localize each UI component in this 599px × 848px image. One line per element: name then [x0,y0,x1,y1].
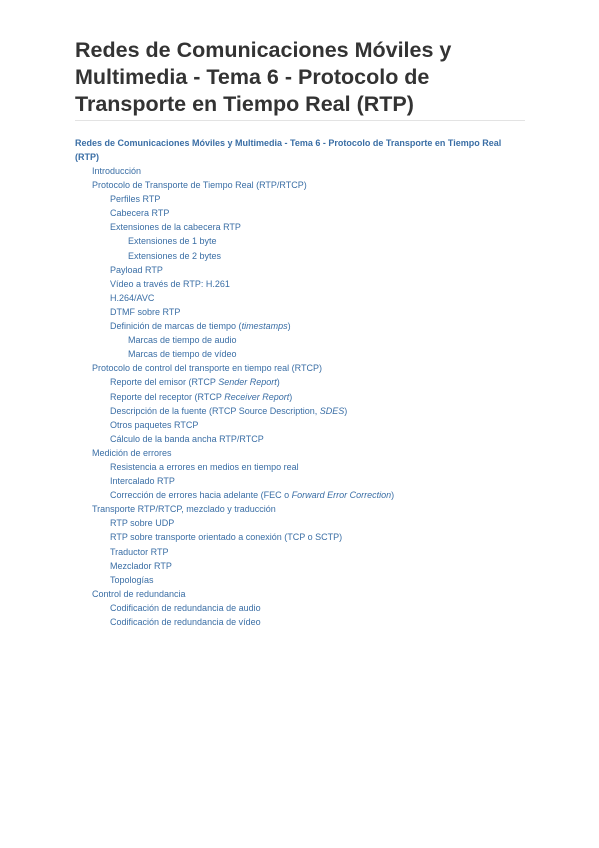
toc-item-suffix: ) [289,391,293,402]
toc-item-label: Protocolo de control del transporte en tiempo real (RTCP) [92,363,322,374]
toc-item[interactable] [75,545,525,559]
toc-item-label: Descripción de la fuente (RTCP Source Description, [110,405,320,416]
toc-item[interactable] [75,220,525,234]
toc-item-suffix: ) [344,405,348,416]
toc-item-label: Extensiones de 2 bytes [128,250,222,261]
toc-item[interactable] [75,178,525,192]
toc-item-suffix: ) [276,377,280,388]
toc-item-label: Reporte del receptor (RTCP [110,391,225,402]
toc-item[interactable] [75,474,525,488]
toc-item-label: Traductor RTP [110,546,169,557]
toc-item-label: Perfiles RTP [110,194,161,205]
toc-item-label: Resistencia a errores en medios en tiempo real [110,461,299,472]
toc-item-label: Medición de errores [92,447,172,458]
toc-item-label: RTP sobre UDP [110,518,175,529]
toc-item-label: DTMF sobre RTP [110,306,181,317]
toc-item-label: Topologías [110,574,154,585]
toc-item[interactable] [75,573,525,587]
toc-item-emphasis: Forward Error Correction [291,490,392,501]
toc-item[interactable] [75,404,525,418]
toc-item[interactable] [75,502,525,516]
toc-item-label: Control de redundancia [92,588,186,599]
toc-item-label: Cabecera RTP [110,208,170,219]
toc-item[interactable] [75,164,525,178]
toc-item-emphasis: SDES [319,405,345,416]
toc-item[interactable] [75,192,525,206]
toc-item-label: Cálculo de la banda ancha RTP/RTCP [110,433,264,444]
toc-item[interactable] [75,249,525,263]
toc-item[interactable] [75,446,525,460]
toc-item-label: H.264/AVC [110,292,155,303]
toc-item[interactable] [75,347,525,361]
toc-item[interactable] [75,601,525,615]
toc-item[interactable] [75,277,525,291]
toc-item-label: Codificación de redundancia de audio [110,602,261,613]
toc-item[interactable] [75,615,525,629]
toc-item[interactable] [75,361,525,375]
toc-item[interactable] [75,234,525,248]
toc-item-label: Vídeo a través de RTP: H.261 [110,278,230,289]
toc-item-label: Codificación de redundancia de vídeo [110,617,261,627]
toc-item-label: Protocolo de Transporte de Tiempo Real (RTP/RTCP) [92,180,307,191]
toc-item[interactable] [75,263,525,277]
toc-item[interactable] [75,291,525,305]
toc-item-label: Reporte del emisor (RTCP [110,377,219,388]
toc-item[interactable] [75,488,525,502]
toc-item-label: Introducción [92,166,142,176]
toc-item[interactable] [75,333,525,347]
toc-item-label: Extensiones de la cabecera RTP [110,222,241,233]
toc-item[interactable] [75,460,525,474]
toc-item[interactable] [75,375,525,389]
title-divider [75,120,525,121]
toc-item[interactable] [75,418,525,432]
toc-item[interactable] [75,530,525,544]
toc-item-suffix: ) [391,490,395,501]
toc-item[interactable] [75,587,525,601]
toc-item-label: Extensiones de 1 byte [128,236,217,247]
toc-item-label: Mezclador RTP [110,560,172,571]
toc-item-label: Corrección de errores hacia adelante (FEC o [110,490,292,501]
toc-item-emphasis: timestamps [241,321,288,332]
toc-item-label: Payload RTP [110,264,163,275]
toc-item[interactable] [75,559,525,573]
toc-item[interactable] [75,390,525,404]
table-of-contents [75,136,525,629]
toc-item[interactable] [75,319,525,333]
toc-item-label: RTP sobre transporte orientado a conexión (TCP o SCTP) [110,532,343,543]
toc-list [75,164,525,629]
toc-item-label: Definición de marcas de tiempo ( [110,321,242,332]
toc-item[interactable] [75,432,525,446]
toc-item[interactable] [75,305,525,319]
toc-item-emphasis: Receiver Report [224,391,290,402]
toc-item-label: Transporte RTP/RTCP, mezclado y traducción [92,504,276,515]
page-title: Redes de Comunicaciones Móviles y Multimedia - Tema 6 - Protocolo de Transporte en Tiempo Real (RTP) [75,38,452,116]
toc-item-suffix: ) [287,321,291,332]
toc-item[interactable] [75,206,525,220]
toc-item-label: Marcas de tiempo de audio [128,335,237,346]
toc-item-label: Marcas de tiempo de vídeo [128,349,237,360]
toc-item-emphasis: Sender Report [218,377,277,388]
toc-root-link[interactable]: Redes de Comunicaciones Móviles y Multimedia - Tema 6 - Protocolo de Transporte en Tiempo Real (RTP) [75,138,502,162]
toc-item-label: Intercalado RTP [110,476,175,487]
toc-item[interactable] [75,516,525,530]
toc-item-label: Otros paquetes RTCP [110,419,199,430]
